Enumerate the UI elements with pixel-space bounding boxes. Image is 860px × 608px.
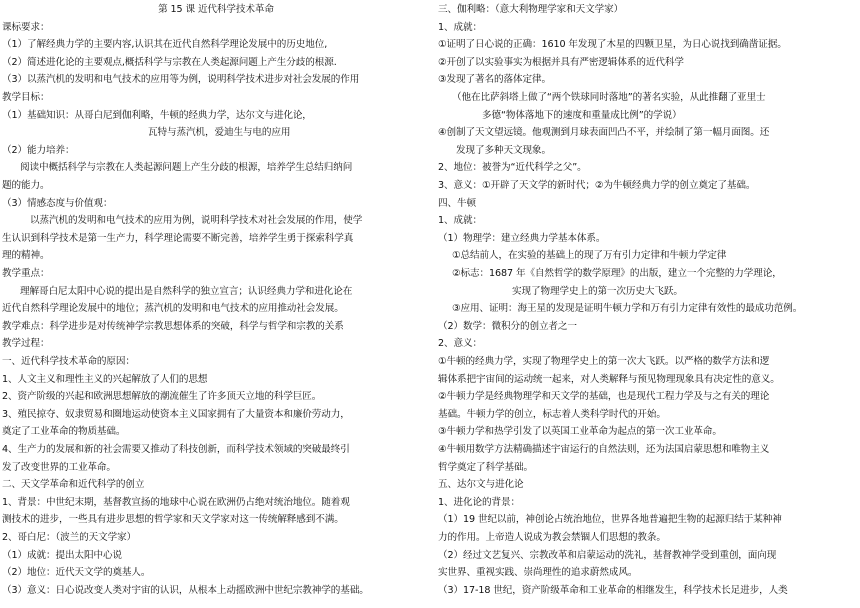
text-line: 理的精神。 <box>2 250 50 262</box>
text-line: （3）以蒸汽机的发明和电气技术的应用等为例，说明科学技术进步对社会发展的作用 <box>2 74 360 86</box>
text-line: 教学重点： <box>2 268 50 279</box>
text-line: ①牛顿的经典力学，实现了物理学史上的第一次大飞跃。以严格的数学方法和逻 <box>438 356 770 367</box>
text-line: ①总结前人，在实验的基础上的现了万有引力定律和牛顿力学定律 <box>452 250 727 262</box>
text-line: ③牛顿力学和热学引发了以英国工业革命为起点的第一次工业革命。 <box>438 426 722 438</box>
text-line: 二、天文学革命和近代科学的创立 <box>2 479 145 491</box>
text-line: 一、近代科学技术革命的原因： <box>2 356 135 367</box>
text-line: ②标志：1687 年《自然哲学的数学原理》的出版，建立一个完整的力学理论， <box>452 268 782 279</box>
text-line: 辑体系把宇宙间的运动统一起来，对人类解释与预见物理现象具有决定性的意义。 <box>438 373 780 385</box>
text-line: （2）数学：微积分的创立者之一 <box>438 320 577 332</box>
text-line: 2、资产阶级的兴起和欧洲思想解放的潮流催生了许多顶天立地的科学巨匠。 <box>2 391 322 403</box>
text-line: 奠定了工业革命的物质基础。 <box>2 426 126 438</box>
text-line: 实世界、重视实践、崇尚理性的追求蔚然成风。 <box>438 567 638 579</box>
text-line: 2、哥白尼：（波兰的天文学家） <box>2 532 137 543</box>
text-line: ③应用、证明：海王星的发现是证明牛顿力学和万有引力定律有效性的最成功范例。 <box>452 303 803 315</box>
text-line: 三、伽利略：（意大利物理学家和天文学家） <box>438 4 624 15</box>
text-line: （2）能力培养： <box>2 144 75 156</box>
text-line: 基础。牛顿力学的创立，标志着人类科学时代的开始。 <box>438 408 666 420</box>
text-line: 4、生产力的发展和新的社会需要又推动了科技创新，而科学技术领域的突破最终引 <box>2 444 350 455</box>
text-line: ②牛顿力学是经典物理学和天文学的基础，也是现代工程力学及与之有关的理论 <box>438 391 770 403</box>
text-line: 题的能力。 <box>2 180 50 191</box>
text-line: 1、背景：中世纪末期，基督教宣扬的地球中心说在欧洲仍占绝对统治地位。随着观 <box>2 496 350 508</box>
text-line: 1、成就： <box>438 21 482 33</box>
text-line: 教学难点：科学进步是对传统神学宗教思想体系的突破，科学与哲学和宗教的关系 <box>2 320 344 332</box>
text-line: 近代自然科学理论发展中的地位；蒸汽机的发明和电气技术的应用推动社会发展。 <box>2 303 344 315</box>
text-line: 教学目标： <box>2 92 50 103</box>
text-line: 教学过程： <box>2 338 50 350</box>
text-line: 发了改变世界的工业革命。 <box>2 461 116 473</box>
text-line: （1）了解经典力学的主要内容,认识其在近代自然科学理论发展中的历史地位, <box>2 39 328 51</box>
text-line: （3）意义：日心说改变人类对宇宙的认识，从根本上动摇欧洲中世纪宗教神学的基础。 <box>2 584 369 596</box>
text-line: （2）地位：近代天文学的奠基人。 <box>2 567 151 579</box>
text-line: ①证明了日心说的正确：1610 年发现了木星的四颗卫星，为日心说找到确凿证据。 <box>438 39 787 51</box>
text-line: （2）经过文艺复兴、宗教改革和启蒙运动的洗礼，基督教神学受到重创，面向现 <box>438 549 777 561</box>
text-line: 3、殖民掠夺、奴隶贸易和圈地运动使资本主义国家拥有了大量资本和廉价劳动力， <box>2 408 350 420</box>
text-line: 测技术的进步，一些具有进步思想的哲学家和天文学家对这一传统解释感到不满。 <box>2 514 344 526</box>
text-line: ③发现了著名的落体定律。 <box>438 74 551 86</box>
text-line: ④牛顿用数学方法精确描述宇宙运行的自然法则，还为法国启蒙思想和唯物主义 <box>438 444 770 455</box>
text-line: 理解哥白尼太阳中心说的提出是自然科学的独立宣言；认识经典力学和进化论在 <box>20 285 353 297</box>
text-line: ②开创了以实验事实为根据并具有严密逻辑体系的近代科学 <box>438 56 684 68</box>
text-line: （1）成就：提出太阳中心说 <box>2 549 122 561</box>
text-line: 1、人文主义和理性主义的兴起解放了人们的思想 <box>2 373 208 385</box>
text-line: （1）物理学：建立经典力学基本体系。 <box>438 232 606 244</box>
text-line: ④创制了天文望远镜。他观测到月球表面凹凸不平，并绘制了第一幅月面图。还 <box>438 127 770 139</box>
text-line: 生认识到科学技术是第一生产力，科学理论需要不断完善，培养学生勇于探索科学真 <box>2 232 354 244</box>
text-line: 发现了多种天文现象。 <box>456 144 551 156</box>
text-line: 多德“物体落地下的速度和重量成比例”的学说） <box>482 109 682 121</box>
text-line: 瓦特与蒸汽机，爱迪生与电的应用 <box>148 127 291 139</box>
text-line: 2、意义： <box>438 338 482 350</box>
text-line: 3、意义：①开辟了天文学的新时代；②为牛顿经典力学的创立奠定了基础。 <box>438 180 756 191</box>
text-line: 四、牛顿 <box>438 197 476 209</box>
text-line: 阅读中概括科学与宗教在人类起源问题上产生分歧的根源，培养学生总结归纳问 <box>20 162 353 174</box>
text-line: （1）19 世纪以前，神创论占统治地位，世界各地普遍把生物的起源归结于某种神 <box>438 514 782 526</box>
text-line: 1、进化论的背景： <box>438 496 520 508</box>
text-line: 课标要求： <box>2 21 50 33</box>
text-line: 2、地位：被誉为“近代科学之父”。 <box>438 162 587 174</box>
text-line: （1）基础知识：从哥白尼到伽利略，牛顿的经典力学，达尔文与进化论， <box>2 109 312 121</box>
text-line: 力的作用。上帝造人说成为教会禁锢人们思想的教条。 <box>438 532 666 543</box>
text-line: 哲学奠定了科学基础。 <box>438 461 533 473</box>
text-line: （他在比萨斜塔上做了“两个铁球同时落地”的著名实验，从此推翻了亚里士 <box>452 92 766 103</box>
text-line: 第 15 课 近代科学技术革命 <box>158 4 274 15</box>
text-line: （3）情感态度与价值观： <box>2 197 113 209</box>
text-line: 五、达尔文与进化论 <box>438 479 524 491</box>
text-line: （3）17-18 世纪，资产阶级革命和工业革命的相继发生，科学技术长足进步，人类 <box>438 584 788 596</box>
text-line: 实现了物理学史上的第一次历史大飞跃。 <box>512 285 683 297</box>
text-line: 1、成就： <box>438 215 482 227</box>
text-line: （2）简述进化论的主要观点,概括科学与宗教在人类起源问题上产生分歧的根源. <box>2 56 337 68</box>
text-line: 以蒸汽机的发明和电气技术的应用为例，说明科学技术对社会发展的作用，使学 <box>30 215 363 227</box>
